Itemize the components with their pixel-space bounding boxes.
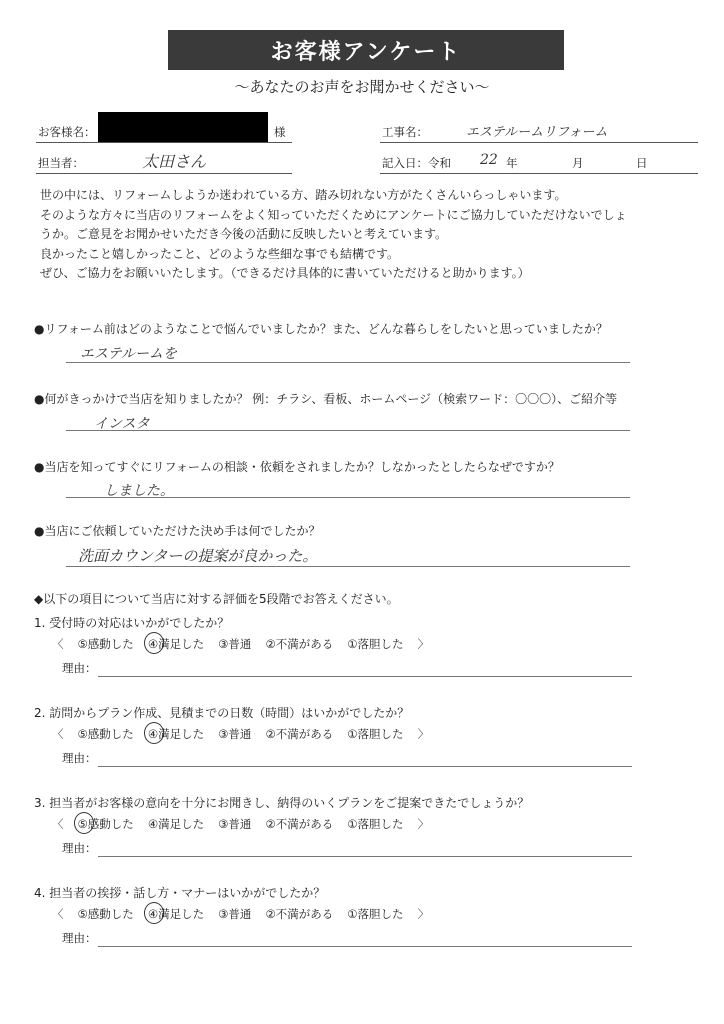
close-bracket: 〉 [417,637,430,651]
answer-3: しました。 [104,483,174,499]
open-bracket: 〈 [52,817,64,831]
date-label: 記入日：令和 [382,156,451,170]
date-underline [380,173,698,174]
selection-circle [144,722,164,744]
date-day-unit: 日 [636,156,648,170]
option-1[interactable]: ①落胆した [347,907,404,921]
work-value: エステルームリフォーム [466,125,608,140]
option-2[interactable]: ②不満がある [265,907,334,921]
option-1[interactable]: ①落胆した [347,817,404,831]
eval-options-1 [52,636,443,652]
customer-underline [36,142,292,143]
eval-item-3: 3. 担当者がお客様の意向を十分にお聞きし、納得のいくプランをご提案できたでしょうか？ [34,796,530,810]
customer-label: お客様名： [38,125,96,139]
answer-4: 洗面カウンターの提案が良かった。 [78,547,318,565]
selection-circle [74,812,94,834]
option-5-selected[interactable]: ⑤感動した [78,816,134,832]
page-title: お客様アンケート [168,30,564,70]
reason-line-3 [98,856,632,857]
reason-label-3: 理由： [62,841,97,855]
option-2[interactable]: ②不満がある [265,817,334,831]
option-1[interactable]: ①落胆した [347,637,404,651]
option-2[interactable]: ②不満がある [265,727,334,741]
answer-2: インスタ [94,416,150,432]
date-year-unit: 年 [506,156,518,170]
reason-label-2: 理由： [62,751,97,765]
option-4[interactable]: ④満足した [147,817,205,831]
open-bracket: 〈 [52,907,64,921]
page-subtitle: ～あなたのお声をお聞かせください～ [234,78,490,96]
option-4-selected[interactable]: ④満足した [148,906,204,922]
eval-item-2: 2. 訪問からプラン作成、見積までの日数（時間）はいかがでしたか？ [34,706,410,720]
reason-line-1 [98,676,632,677]
answer-line-4 [66,566,630,567]
intro-text: 世の中には、リフォームしようか迷われている方、踏み切れない方がたくさんいらっしゃいます。 そのような方々に当店のリフォームをよく知っていただくためにアンケートにご協力していただけないでしょ うか。ご意見をお聞かせいただき今後の活動に反映したいと考えています。 良かったこと嬉しかったこと、どのような些細な事でも結構です。 ぜひ、ご協力をお願いいたします。（できるだけ具体的に書いていただけると助かります。） [40,188,627,280]
close-bracket: 〉 [417,907,430,921]
option-1[interactable]: ①落胆した [347,727,404,741]
work-label: 工事名： [382,125,428,139]
staff-label: 担当者： [38,156,84,170]
option-3[interactable]: ③普通 [218,727,252,741]
customer-suffix: 様 [274,125,286,139]
selection-circle [144,632,164,654]
open-bracket: 〈 [52,727,64,741]
answer-line-1 [66,362,630,363]
eval-item-1: 1. 受付時の対応はいかがでしたか？ [34,616,230,630]
eval-options-2 [52,726,443,742]
answer-line-2 [66,430,630,431]
option-2[interactable]: ②不満がある [265,637,334,651]
eval-options-4 [52,906,443,922]
question-1: ●リフォーム前はどのようなことで悩んでいましたか？また、どんな暮らしをしたいと思っていましたか？ [34,322,608,336]
option-5[interactable]: ⑤感動した [77,907,134,921]
answer-1: エステルームを [80,346,178,362]
option-4-selected[interactable]: ④満足した [148,726,204,742]
redacted-customer-name [98,112,268,142]
selection-circle [144,902,164,924]
question-4: ●当店にご依頼していただけた決め手は何でしたか？ [34,524,321,538]
eval-options-3 [52,816,443,832]
option-5[interactable]: ⑤感動した [77,727,134,741]
staff-value: 太田さん [142,152,207,171]
date-year-value: 22 [480,152,498,168]
answer-line-3 [66,497,630,498]
option-3[interactable]: ③普通 [218,907,252,921]
eval-item-4: 4. 担当者の挨拶・話し方・マナーはいかがでしたか？ [34,886,326,900]
date-month-unit: 月 [572,156,584,170]
option-5[interactable]: ⑤感動した [77,637,134,651]
option-3[interactable]: ③普通 [218,637,252,651]
staff-underline [36,173,292,174]
open-bracket: 〈 [52,637,64,651]
reason-label-1: 理由： [62,661,97,675]
close-bracket: 〉 [417,727,430,741]
work-underline [380,142,698,143]
evaluation-heading: ◆以下の項目について当店に対する評価を5段階でお答えください。 [34,592,399,606]
question-3: ●当店を知ってすぐにリフォームの相談・依頼をされましたか？しなかったとしたらなぜですか？ [34,460,560,474]
option-3[interactable]: ③普通 [218,817,252,831]
reason-label-4: 理由： [62,931,97,945]
question-2: ●何がきっかけで当店を知りましたか？ 例：チラシ、看板、ホームページ（検索ワード：〇〇〇）、ご紹介等 [34,392,618,406]
reason-line-4 [98,946,632,947]
reason-line-2 [98,766,632,767]
option-4-selected[interactable]: ④満足した [148,636,204,652]
close-bracket: 〉 [417,817,430,831]
